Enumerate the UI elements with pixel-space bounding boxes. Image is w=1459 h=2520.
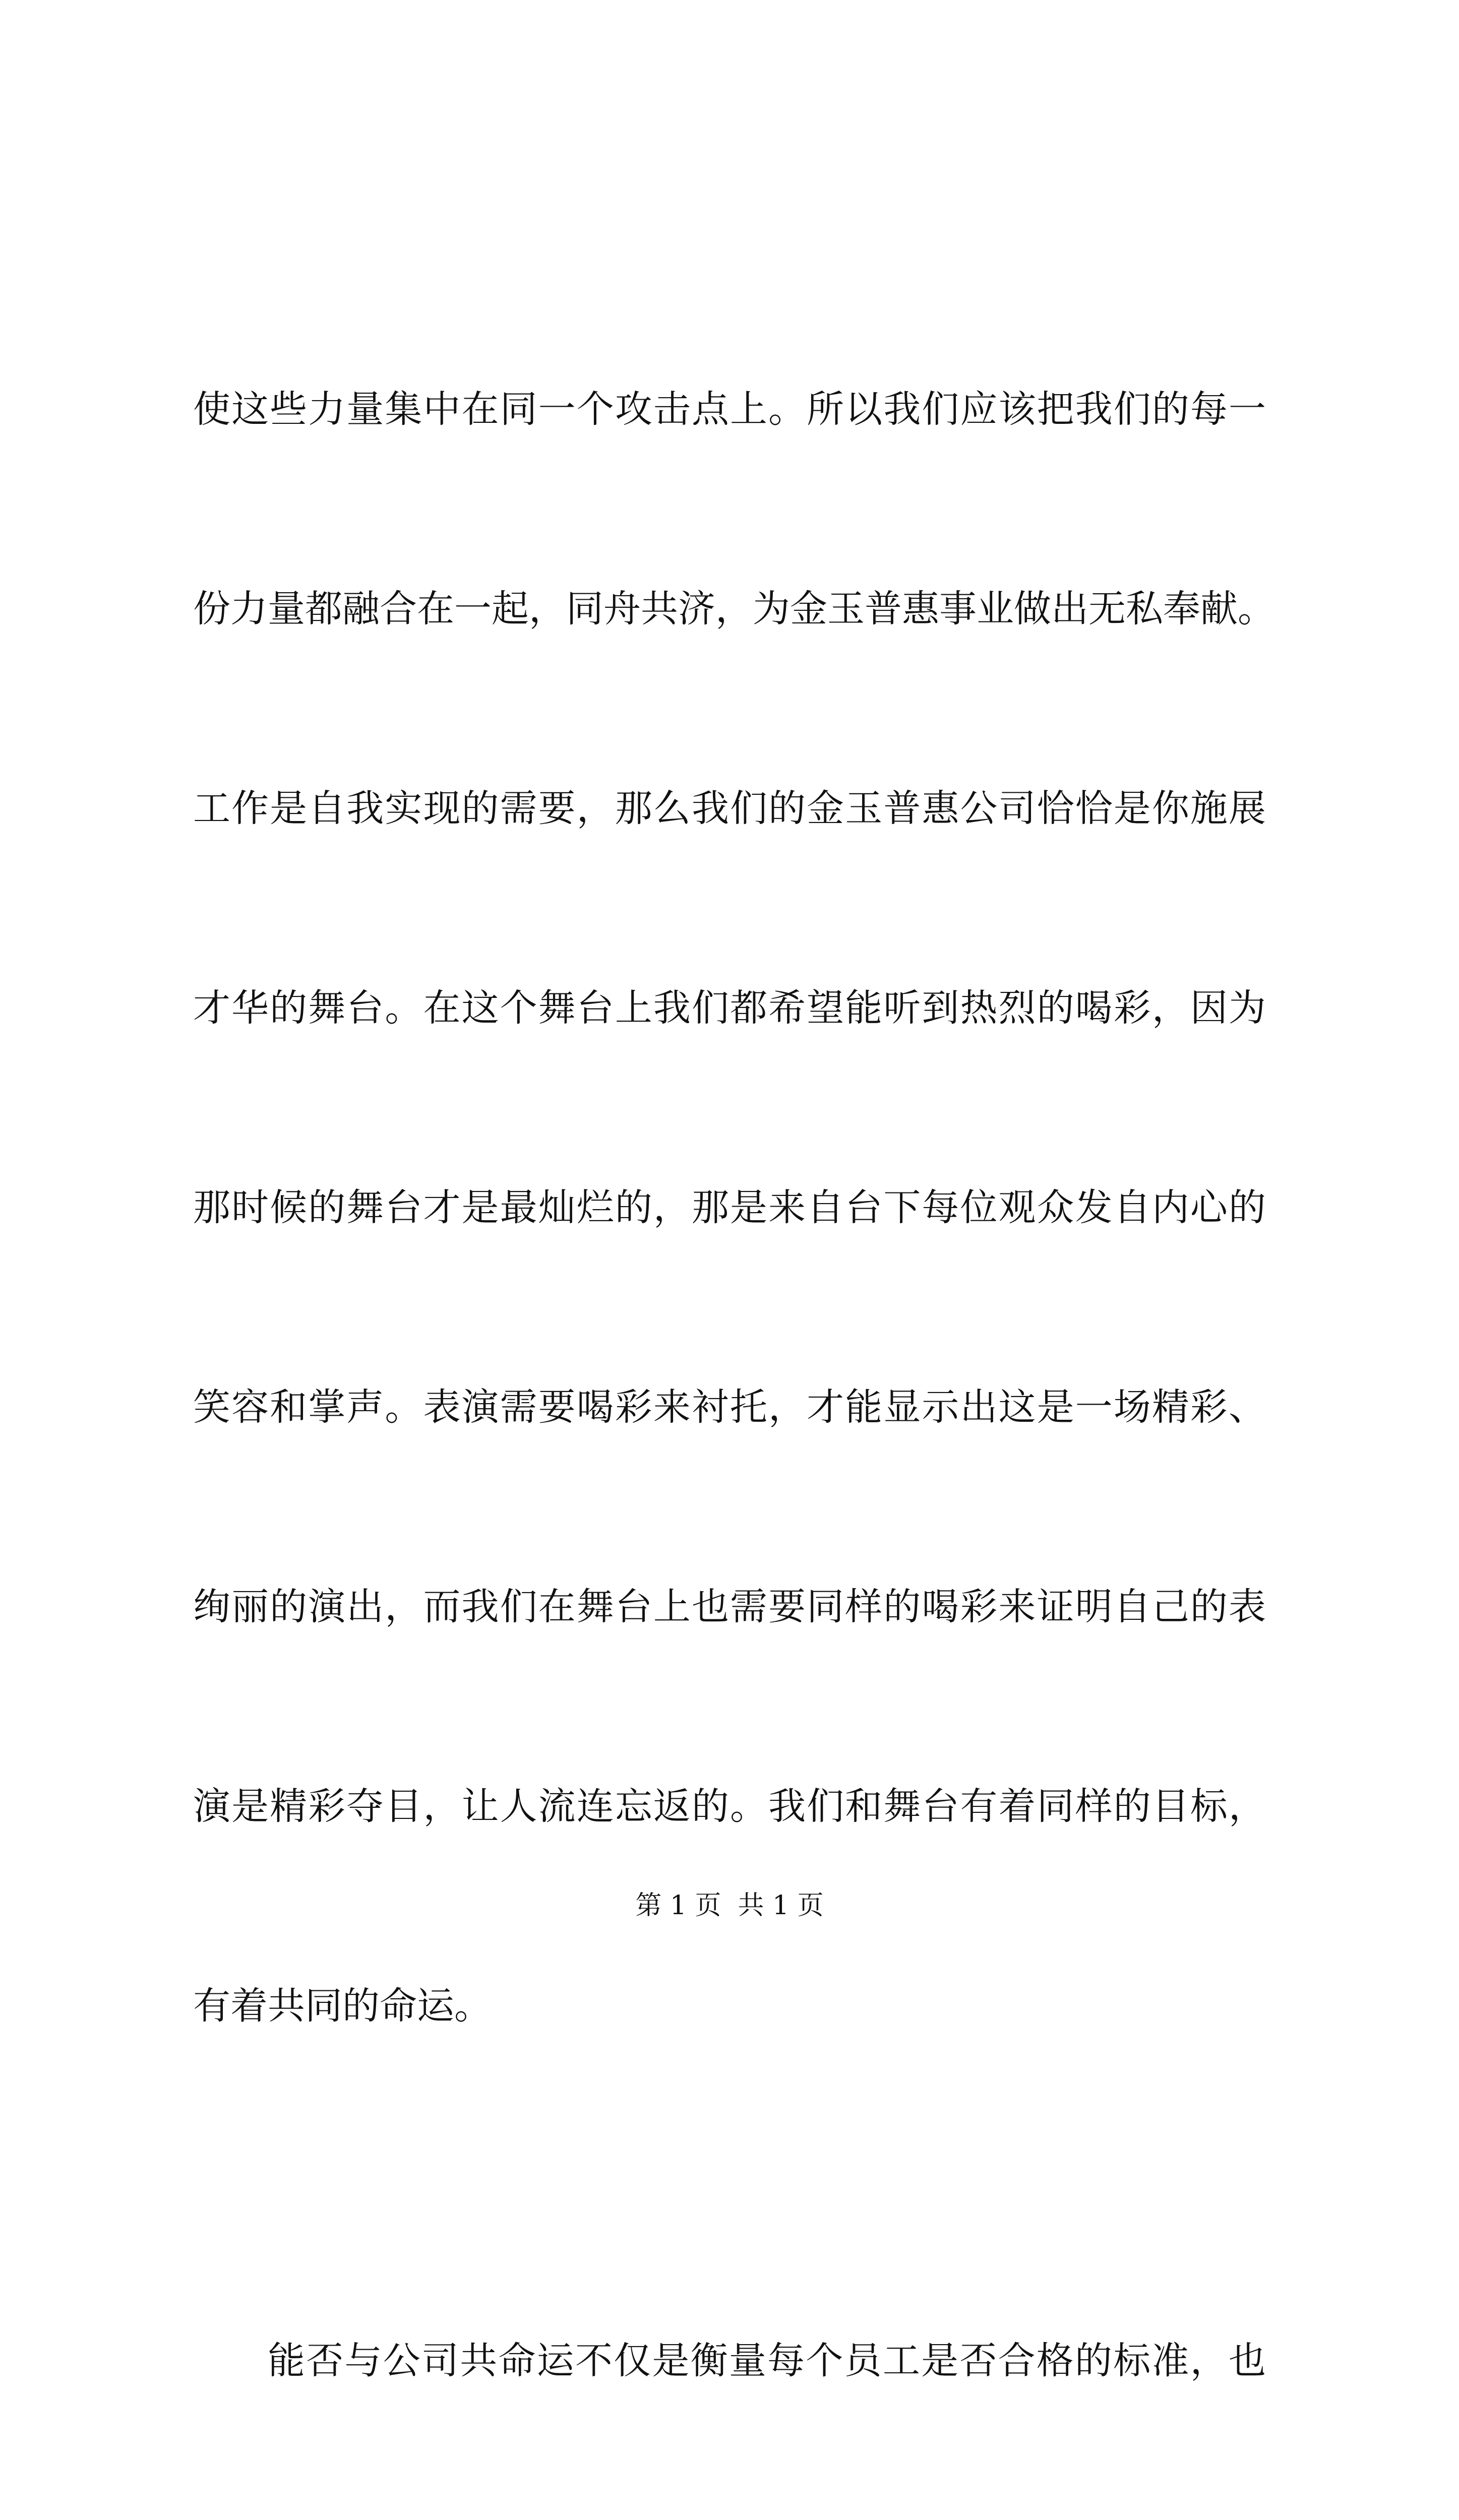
text-line: 有着共同的命运。 bbox=[193, 1984, 492, 2028]
paragraph-2 bbox=[193, 2194, 1266, 2520]
text-line: 那时候的舞台才是最灿烂的，那是来自台下每位观众发自内心的 bbox=[193, 1186, 1266, 1229]
page-number-footer: 第 1 页 共 1 页 bbox=[635, 1891, 824, 1921]
text-line: 演是精彩夺目，让人流连忘返的。我们和舞台有着同样的目标， bbox=[193, 1785, 1266, 1828]
paragraph-1 bbox=[193, 243, 1275, 2172]
text-line: 使这些力量集中在同一个攻击点上。所以我们应该把我们的每一 bbox=[193, 388, 1266, 431]
text-line: 绚丽的演出，而我们在舞台上也需要同样的喝彩来证明自己的表 bbox=[193, 1585, 1266, 1628]
document-body bbox=[193, 243, 1275, 2520]
text-line: 份力量都融合在一起，同舟共济，为金玉普惠事业做出无私奉献。 bbox=[193, 587, 1275, 631]
text-line: 才华的舞台。在这个舞台上我们都希望能听到热烈的喝彩，因为 bbox=[193, 986, 1266, 1030]
text-line: 笑容和掌声。表演需要喝彩来衬托，才能显示出这是一场精彩、 bbox=[193, 1385, 1266, 1429]
text-line: 能否与公司共命运不仅是衡量每个员工是否合格的标准，也 bbox=[268, 2339, 1266, 2382]
text-line: 工作是自我实现的需要，那么我们的金玉普惠公司恰恰是你施展 bbox=[193, 787, 1266, 830]
